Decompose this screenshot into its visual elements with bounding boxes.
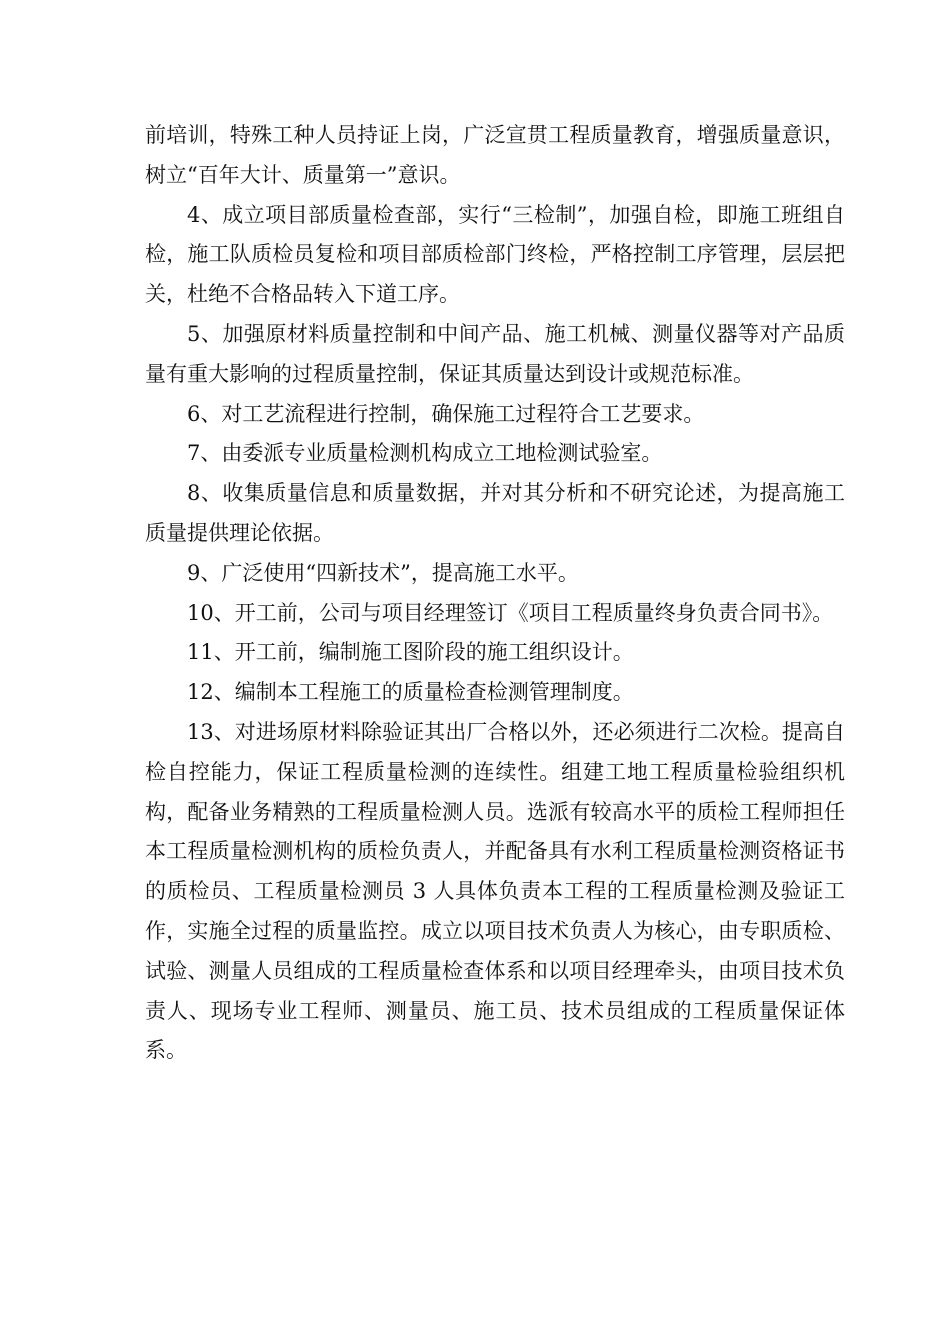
paragraph-item-7: 7、由委派专业质量检测机构成立工地检测试验室。: [187, 441, 663, 466]
paragraph-item-9: 9、广泛使用“四新技术”，提高施工水平。: [187, 560, 579, 585]
paragraph-item-11: 11、开工前，编制施工图阶段的施工组织设计。: [187, 640, 634, 665]
document-body: [145, 116, 845, 1071]
paragraph-item-8: 8、收集质量信息和质量数据，并对其分析和不研究论述，为提高施工质量提供理论依据。: [145, 481, 845, 545]
paragraph-item-10: 10、开工前，公司与项目经理签订《项目工程质量终身负责合同书》。: [187, 600, 834, 625]
paragraph-item-5: 5、加强原材料质量控制和中间产品、施工机械、测量仪器等对产品质量有重大影响的过程质量控制，保证其质量达到设计或规范标准。: [145, 321, 845, 386]
paragraph-item-12: 12、编制本工程施工的质量检查检测管理制度。: [187, 680, 634, 705]
paragraph-training-continuation: 前培训，特殊工种人员持证上岗，广泛宣贯工程质量教育，增强质量意识，树立“百年大计、质量第一”意识。: [145, 123, 845, 187]
paragraph-item-4: 4、成立项目部质量检查部，实行“三检制”，加强自检，即施工班组自检，施工队质检员复检和项目部质检部门终检，严格控制工序管理，层层把关，杜绝不合格品转入下道工序。: [145, 202, 845, 307]
paragraph-item-13: 13、对进场原材料除验证其出厂合格以外，还必须进行二次检。提高自检自控能力，保证工程质量检测的连续性。组建工地工程质量检验组织机构，配备业务精熟的工程质量检测人员。选派有较高水平的质检工程师担任本工程质量检测机构的质检负责人，并配备具有水利工程质量检测资格证书的质检员、工程质量检测员 3 人具体负责本工程的工程质量检测及验证工作，实施全过程的质量监控。成立以项目技术负责人为核心，由专职质检、试验、测量人员组成的工程质量检查体系和以项目经理牵头，由项目技术负责人、现场专业工程师、测量员、施工员、技术员组成的工程质量保证体系。: [145, 719, 845, 1063]
paragraph-item-6: 6、对工艺流程进行控制，确保施工过程符合工艺要求。: [187, 401, 705, 426]
